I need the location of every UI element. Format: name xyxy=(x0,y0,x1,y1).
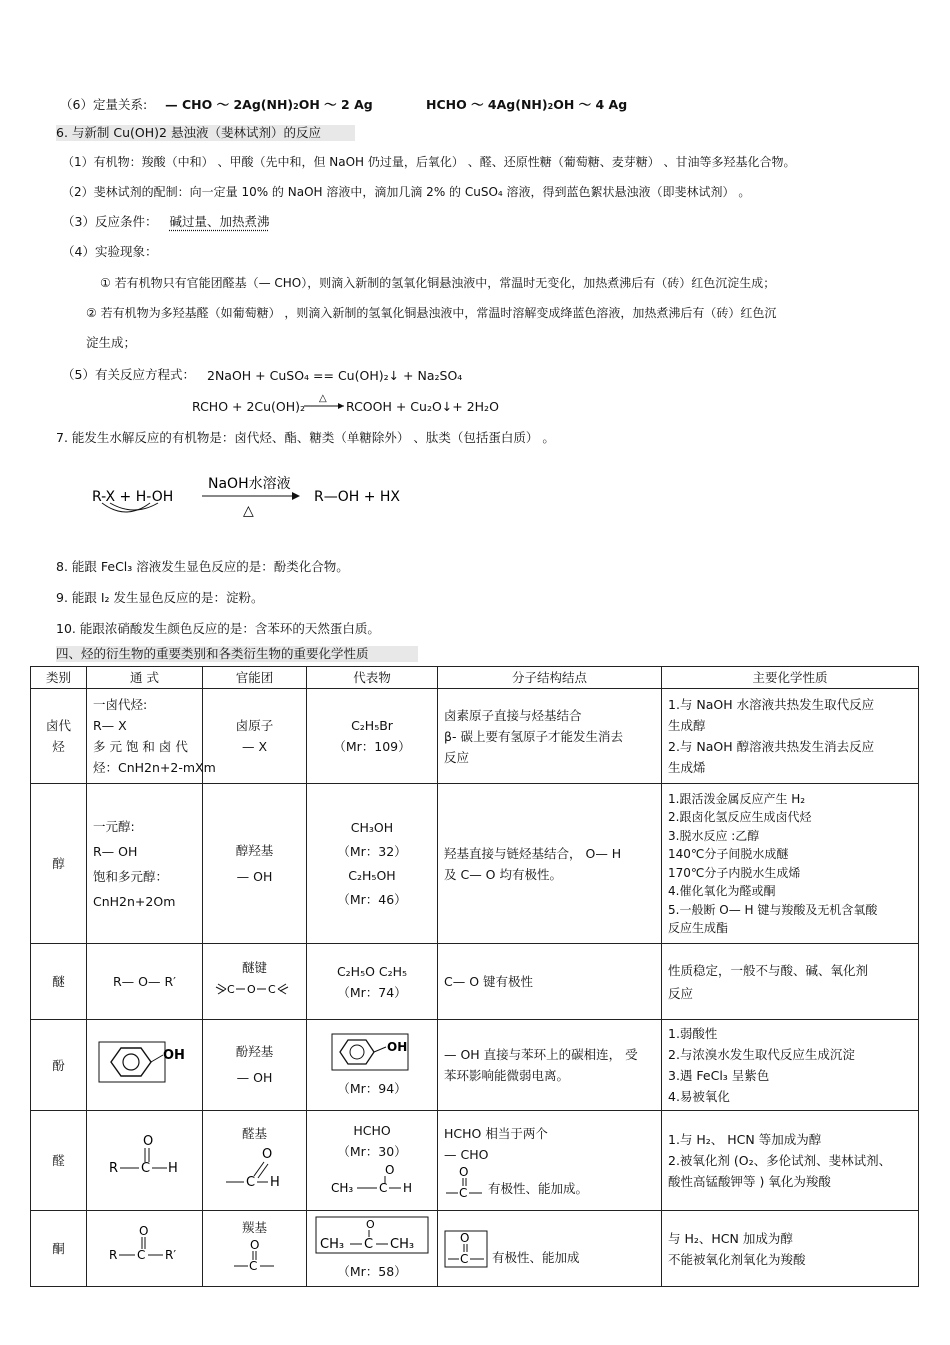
quant-hcho xyxy=(426,97,627,115)
row-struct: C— O 键有极性 xyxy=(438,944,662,1020)
svg-text:O: O xyxy=(460,1230,470,1245)
row-group xyxy=(203,1111,307,1211)
props-line: 2.被氧化剂 (O₂、多伦试剂、斐林试剂、 xyxy=(668,1153,892,1168)
para-5: （5）有关反应方程式： xyxy=(62,367,195,382)
group-line: — OH xyxy=(236,868,273,884)
equation-2-cond: △ xyxy=(319,393,327,404)
props-line: 性质稳定，一般不与酸、碱、氧化剂 xyxy=(668,962,869,978)
row-category: 酮 xyxy=(31,1211,87,1287)
table-row xyxy=(31,1211,919,1287)
row-formula xyxy=(87,689,216,784)
struct-line: 有极性、能加成。 xyxy=(487,1180,588,1196)
struct-line: 卤素原子直接与烃基结合 xyxy=(444,707,582,723)
table-row xyxy=(31,1111,919,1211)
svg-text:O: O xyxy=(249,1238,259,1252)
derivatives-table xyxy=(30,666,919,1287)
formula-line: 一元醇: xyxy=(93,818,135,834)
rx-right: R—OH + HX xyxy=(314,489,401,505)
svg-text:CH₃: CH₃ xyxy=(320,1237,345,1252)
row-rep xyxy=(307,1020,438,1111)
rx-delta: △ xyxy=(243,503,254,519)
para-4a: ① 若有机物只有官能团醛基（— CHO），则滴入新制的氢氧化铜悬浊液中，常温时无变化，加热煮沸后有（砖）红色沉淀生成； xyxy=(100,276,776,290)
rep-line: （Mr：32） xyxy=(337,843,407,859)
rep-line: （Mr：46） xyxy=(337,891,407,907)
formula-line: 多 元 饱 和 卤 代 xyxy=(93,739,188,754)
svg-text:R′: R′ xyxy=(164,1247,176,1262)
equation-2-arrow xyxy=(302,392,348,414)
rep-line: （Mr：109） xyxy=(333,739,411,754)
rx-left: R-X + H-OH xyxy=(92,489,174,505)
svg-text:O: O xyxy=(142,1133,153,1149)
ether-bond-structure xyxy=(212,978,298,1000)
props-line: 140℃分子间脱水成醚 xyxy=(668,847,789,861)
row-group xyxy=(203,1211,307,1287)
svg-text:OH: OH xyxy=(162,1048,185,1063)
acetaldehyde-structure xyxy=(327,1162,417,1196)
struct-line: 羟基直接与链烃基结合， O— H xyxy=(444,845,622,861)
th-structure: 分子结构结点 xyxy=(438,667,662,689)
formula-line: CnH2n+2Om xyxy=(93,893,176,909)
quant-hcho-b: OH ～ 4 Ag xyxy=(553,97,628,112)
props-line: 4.易被氧化 xyxy=(668,1089,730,1104)
row-formula xyxy=(87,784,203,944)
struct-polar-line xyxy=(444,1230,655,1268)
table-row xyxy=(31,1020,919,1111)
props-line: 生成烯 xyxy=(668,760,706,775)
row-formula: R— O— R′ xyxy=(87,944,203,1020)
svg-text:C: C xyxy=(460,1251,469,1266)
svg-text:CH₃: CH₃ xyxy=(331,1180,354,1195)
para-1: （1）有机物：羧酸（中和） 、甲酸（先中和，但 NaOH 仍过量，后氧化） 、醛、还原性糖（葡萄糖、麦芽糖） 、甘油等多羟基化合物。 xyxy=(62,155,796,169)
props-line: 与 H₂、HCN 加成为醇 xyxy=(668,1230,793,1246)
row-props xyxy=(662,1211,919,1287)
svg-text:R: R xyxy=(108,1247,117,1262)
props-line: 3.遇 FeCl₃ 呈紫色 xyxy=(668,1068,770,1083)
props-line: 4.催化氧化为醛或酮 xyxy=(668,884,776,898)
props-line: 不能被氧化剂氧化为羧酸 xyxy=(668,1251,806,1267)
group-line: 醇羟基 xyxy=(235,842,274,858)
quant-cho: — CHO ～ 2Ag(NH) xyxy=(165,97,294,112)
svg-text:O: O xyxy=(246,983,256,996)
formula-line: 烃：CnH2n+2-mXm xyxy=(93,760,216,775)
svg-text:CH₃: CH₃ xyxy=(390,1237,415,1252)
svg-text:C: C xyxy=(140,1160,150,1176)
svg-text:O: O xyxy=(261,1147,272,1162)
row-rep xyxy=(307,944,438,1020)
props-line: 2.跟卤化氢反应生成卤代烃 xyxy=(668,810,812,824)
table-header-row xyxy=(31,667,919,689)
props-line: 1.跟活泼金属反应产生 H₂ xyxy=(668,791,806,806)
para-4c: 淀生成； xyxy=(86,335,137,350)
quant-cho2: OH ～ 2 Ag xyxy=(298,97,373,112)
equation-1: 2NaOH + CuSO₄ == Cu(OH)₂↓ + Na₂SO₄ xyxy=(207,368,463,383)
svg-text:R: R xyxy=(108,1160,118,1176)
svg-text:O: O xyxy=(385,1162,395,1177)
row-props xyxy=(662,944,919,1020)
group-line: 醛基 xyxy=(241,1126,267,1141)
acetone-structure xyxy=(314,1215,430,1255)
table-row xyxy=(31,689,919,784)
svg-text:O: O xyxy=(459,1164,469,1179)
svg-text:C: C xyxy=(245,1175,255,1190)
struct-line: 有极性、能加成 xyxy=(491,1249,580,1265)
rep-line: CH₃OH xyxy=(350,819,394,835)
heading-10: 10. 能跟浓硝酸发生颜色反应的是：含苯环的天然蛋白质。 xyxy=(56,621,380,636)
phenol-rep-structure xyxy=(330,1032,414,1072)
rx-cond: NaOH水溶液 xyxy=(208,476,291,492)
rep-line: （Mr：30） xyxy=(337,1143,407,1159)
group-line: 醚键 xyxy=(241,960,267,975)
para-4b: ② 若有机物为多羟基醛（如葡萄糖） ，则滴入新制的氢氧化铜悬浊液中，常温时溶解变成绛蓝色溶液，加热煮沸后有（砖）红色沉 xyxy=(86,306,777,320)
heading-7-text: 7. 能发生水解反应的有机物是：卤代烃、酯、糖类（单糖除外） 、肽类（包括蛋白质） 。 xyxy=(56,430,555,445)
svg-text:O: O xyxy=(366,1218,375,1231)
aldehyde-general-structure xyxy=(105,1132,185,1184)
svg-text:O: O xyxy=(138,1223,148,1238)
rep-line: HCHO xyxy=(353,1122,391,1138)
th-representative: 代表物 xyxy=(307,667,438,689)
row-formula xyxy=(87,1111,203,1211)
props-line: 酸性高锰酸钾等 ) 氧化为羧酸 xyxy=(668,1174,831,1189)
row-props xyxy=(662,1111,919,1211)
para-4: （4）实验现象： xyxy=(62,244,158,259)
props-line: 1.与 NaOH 水溶液共热发生取代反应 xyxy=(668,697,875,712)
row-group xyxy=(203,944,307,1020)
heading-4: 四、烃的衍生物的重要类别和各类衍生物的重要化学性质 xyxy=(56,646,418,662)
row-props xyxy=(662,1020,919,1111)
row-rep xyxy=(307,1111,438,1211)
formula-line: 一卤代烃: xyxy=(93,697,148,712)
svg-text:OH: OH xyxy=(387,1039,408,1054)
struct-line: 苯环影响能微弱电离。 xyxy=(444,1068,570,1083)
props-line: 反应 xyxy=(668,985,694,1001)
group-line: — X xyxy=(241,739,268,754)
row-category: 醚 xyxy=(31,944,87,1020)
formula-line: 饱和多元醇： xyxy=(93,868,169,884)
ketone-general-structure xyxy=(105,1223,185,1269)
hydrolysis-reaction xyxy=(88,473,418,523)
heading-6: 6. 与新制 Cu(OH)2 悬浊液（斐林试剂）的反应 xyxy=(56,125,355,141)
row-rep xyxy=(307,689,438,784)
rep-line: C₂H₅O C₂H₅ xyxy=(336,963,408,979)
table-row xyxy=(31,784,919,944)
props-line: 生成醇 xyxy=(668,718,706,733)
props-line: 3.脱水反应 :乙醇 xyxy=(668,828,760,843)
group-line: 羰基 xyxy=(241,1220,267,1235)
equation-2-left: RCHO + 2Cu(OH)₂ xyxy=(192,399,306,414)
svg-text:C: C xyxy=(226,983,235,996)
heading-8: 8. 能跟 FeCl₃ 溶液发生显色反应的是：酚类化合物。 xyxy=(56,559,349,574)
props-line: 2.与浓溴水发生取代反应生成沉淀 xyxy=(668,1047,855,1062)
para-2: （2）斐林试剂的配制：向一定量 10% 的 NaOH 溶液中，滴加几滴 2% 的 CuSO₄ 溶液，得到蓝色絮状悬浊液（即斐林试剂） 。 xyxy=(62,185,751,199)
props-line: 反应生成酯 xyxy=(668,921,729,935)
th-formula: 通 式 xyxy=(87,667,203,689)
row-rep xyxy=(307,1211,438,1287)
para-3-label: （3）反应条件： xyxy=(62,214,158,229)
row-group xyxy=(203,689,307,784)
svg-text:C: C xyxy=(136,1247,145,1262)
row-formula xyxy=(87,1211,203,1287)
quant-hcho-a: HCHO ～ 4Ag(NH) xyxy=(426,97,548,112)
carbonyl-structure xyxy=(444,1165,484,1199)
row-group xyxy=(203,784,307,944)
struct-line: HCHO 相当于两个 xyxy=(444,1125,548,1141)
struct-line: β- 碳上要有氢原子才能发生消去 xyxy=(444,728,623,744)
phenol-structure xyxy=(97,1040,193,1084)
struct-line: — OH 直接与苯环上的碳相连， 受 xyxy=(444,1047,638,1062)
th-category: 类别 xyxy=(31,667,87,689)
carbonyl-group-structure xyxy=(230,1238,280,1274)
rep-line: （Mr：74） xyxy=(337,984,407,1000)
formula-line: R— OH xyxy=(93,843,138,859)
group-line: 酚羟基 xyxy=(235,1044,274,1059)
svg-text:C: C xyxy=(459,1185,468,1199)
para-3-cond: 碱过量、加热煮沸 xyxy=(169,214,270,229)
struct-line: — CHO xyxy=(444,1146,489,1162)
props-line: 5.一般断 O— H 键与羧酸及无机含氧酸 xyxy=(668,902,878,917)
formula-line: R— X xyxy=(93,718,127,733)
quant-sub2: 2 xyxy=(547,102,554,111)
para-3 xyxy=(62,214,269,230)
row-struct xyxy=(438,689,662,784)
group-line: 卤原子 xyxy=(235,718,274,733)
th-properties: 主要化学性质 xyxy=(662,667,919,689)
row-props xyxy=(662,784,919,944)
struct-line: 及 C— O 均有极性。 xyxy=(444,866,562,882)
svg-text:H: H xyxy=(167,1160,178,1176)
row-group xyxy=(203,1020,307,1111)
rep-line: C₂H₅Br xyxy=(351,718,393,733)
row-struct xyxy=(438,784,662,944)
th-group: 官能团 xyxy=(203,667,307,689)
heading-9: 9. 能跟 I₂ 发生显色反应的是：淀粉。 xyxy=(56,590,264,605)
row-props xyxy=(662,689,919,784)
table-row xyxy=(31,944,919,1020)
quant-relation-line xyxy=(60,97,373,115)
rep-line: C₂H₅OH xyxy=(348,867,396,883)
props-line: 2.与 NaOH 醇溶液共热发生消去反应 xyxy=(668,739,875,754)
struct-polar-line xyxy=(444,1165,655,1199)
row-formula xyxy=(87,1020,203,1111)
props-line: 170℃分子内脱水生成烯 xyxy=(668,865,801,880)
struct-line: 反应 xyxy=(444,749,470,765)
row-category: 酚 xyxy=(31,1020,87,1111)
rep-line: （Mr：94） xyxy=(337,1080,407,1096)
carbonyl-structure xyxy=(444,1230,488,1268)
row-struct xyxy=(438,1020,662,1111)
row-category: 醛 xyxy=(31,1111,87,1211)
rep-line: （Mr：58） xyxy=(337,1264,407,1279)
quant-label: （6）定量关系: xyxy=(60,97,148,112)
row-rep xyxy=(307,784,438,944)
svg-text:H: H xyxy=(269,1175,280,1190)
row-category xyxy=(31,689,87,784)
row-struct xyxy=(438,1211,662,1287)
cat-text: 卤代烃 xyxy=(45,718,71,754)
group-line: — OH xyxy=(236,1070,273,1085)
props-line: 1.弱酸性 xyxy=(668,1026,718,1041)
aldehyde-group-structure xyxy=(220,1144,290,1192)
row-category: 醇 xyxy=(31,784,87,944)
svg-text:C: C xyxy=(267,983,276,996)
svg-text:C: C xyxy=(248,1259,257,1273)
svg-text:C: C xyxy=(379,1180,388,1195)
equation-2-right: RCOOH + Cu₂O↓+ 2H₂O xyxy=(346,399,499,414)
svg-text:H: H xyxy=(403,1180,413,1195)
heading-7 xyxy=(56,430,555,446)
row-struct xyxy=(438,1111,662,1211)
props-line: 1.与 H₂、 HCN 等加成为醇 xyxy=(668,1132,822,1147)
svg-text:C: C xyxy=(364,1237,374,1252)
quant-sub1: 2 xyxy=(293,102,299,111)
